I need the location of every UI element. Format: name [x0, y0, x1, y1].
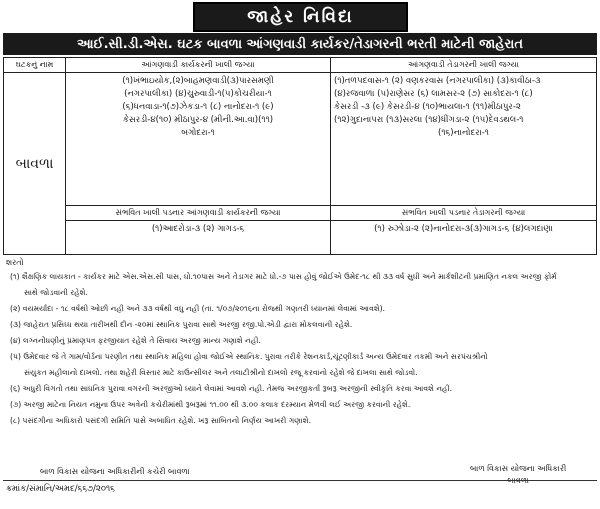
vacancy-row	[4, 73, 597, 206]
list-item: કેસરડી -૩ (૯) કેસરડી-૪ (૧૦)ભાયલા-૧ (૧૧)મીઠાપુર-૨	[334, 102, 521, 112]
condition-item: સંયુકત મહીલાનો દાખલો. તથા શહેરી વિસ્તાર માટે કાઉન્સીલર અને તલાટીશ્રીનો દાખલો રજૂ કરવાનો રહેશે જે દાખલા સાથે જોડવો.	[24, 368, 418, 377]
signature-block	[470, 463, 566, 487]
signer-place: બાવળા	[507, 476, 529, 485]
list-item: (૬)ધનવાડા-૧(૭)ઝેકડા-૧ (૮) નાનોદરા-૧ (૯)	[122, 102, 274, 112]
condition-item: (૨) વયમર્યાદા - ૧૮ વર્ષથી ઓછી નહી અને ૩૩ વર્ષથી વધુ નહી (તા. ૧/૦૭/૨૦૧૬ના રોજથી ગણતરી ધ્યાનમાં લેવામાં આવશે).	[10, 304, 386, 313]
condition-item: સાથે જોડવાની રહેશે.	[24, 288, 88, 297]
condition-item: (૩) જાહેરાત પ્રસિધ્ધ થયા તારીખથી દીન -૨૦માં સ્થાનિક પુરાવા સાથે અરજી રજી.પો.એડી દ્વારા મોકલવાની રહેશે.	[10, 320, 353, 329]
col-helper-header: આંગણવાડી તેડાગરની ખાલી જગ્યા	[331, 58, 597, 73]
possible-helper-header: સંભવિત ખાલી પડનાર તેડાગરની જગ્યા	[331, 205, 597, 220]
possible-row	[4, 220, 597, 254]
possible-worker-list: (૧)આદરોડા-૩ (૨) ગાગડ-૬	[66, 220, 331, 254]
condition-item: (૪) લગ્નનોંધણીનું પ્રમાણપત્ર ફરજીયાત રહેશે તે સિવાય અરજી માન્ય ગણાશે નહી.	[10, 336, 261, 345]
list-item: (૧૬)નાનોદરા-૧	[438, 128, 489, 138]
col-worker-header: આંગણવાડી કાર્યકરની ખાલી જગ્યા	[66, 58, 331, 73]
table-header-row	[4, 58, 597, 73]
vacancy-table	[3, 57, 597, 255]
reference-number: ક્રમાંક/સંમાનિ/અમદ/૬૬૭/૨૦૧૬	[6, 484, 115, 494]
notice-title: જાહેર નિવિદા	[193, 2, 408, 32]
footer-divider	[3, 480, 597, 481]
list-item: (૪)રજવાળા (૫)રાણેસર (૬) લામસર-૨ (૭) સાકોદરા-૧ (૮)	[334, 89, 533, 99]
condition-item: (૮) પસંદગીના અધિકારો પસંદગી સમિતિ પાસે અબાધિત રહેશે. ખરૂ સાબિતનો નિર્ણય આખરી ગણાશે.	[10, 416, 311, 425]
condition-item: (૫) ઉમેદવાર જે તે ગામ/વોર્ડના પરણીત તથા સ્થાનિક મહિલા હોવા જોઈએ સ્થાનિક. પુરાવા તરીકે રેશનકાર્ડ,ચૂંટણીકાર્ડ અન્ય ઉમેદવાર તકમી અને સરપંચશ્રીનો	[10, 352, 488, 361]
possible-helper-list: (૧) રુઝોડા-૨ (૨)નાનોદરા-૩(૩)ગાગડ-૬ (૪)લગદાણા	[331, 220, 597, 254]
condition-item: (૭) અરજી માટેના નિયત નમુના ઉપર અત્રેની કચેરીમાંથી રૂબરૂમાં ૧૧.૦૦ થી ૩.૦૦ કલાક દરમ્યાન મેળવી લઈ અરજી કરવાની રહેશે.	[10, 400, 411, 409]
signer-title: બાળ વિકાસ યોજના અધિકારી	[470, 464, 567, 473]
list-item: કેસરડી-૪(૧૦) મીઠાપુર-૪ (મીની.આ.વા)(૧૧)	[122, 115, 274, 125]
worker-vacancy-list	[66, 73, 331, 206]
possible-head-row	[4, 205, 597, 220]
issuing-office: બાળ વિકાસ યોજના અધિકારીની કચેરી બાવળા	[40, 467, 190, 476]
notice-subtitle: આઈ.સી.ડી.એસ. ઘટક બાવળા આંગણવાડી કાર્યકર/તેડાગરની ભરતી માટેની જાહેરાત	[3, 33, 597, 55]
conditions-list	[10, 270, 590, 430]
conditions-title: શરતો	[6, 258, 24, 267]
helper-vacancy-list	[331, 73, 597, 206]
possible-worker-header: સંભવિત ખાલી પડનાર આંગણવાડી કાર્યકરની જગ્યા	[66, 205, 331, 220]
district-cell: બાવળા	[4, 73, 66, 255]
list-item: (૧૨)ગુદાનાપરા (૧૩)સરલા (૧૪)ધીંગડા-૨ (૧૫)દેવડથલ-૧	[334, 115, 524, 125]
list-item: બગોદરા-૧	[181, 128, 215, 138]
list-item: (૧)ખંભાઇયોક,(૨)બાહમણવાડી(૩)પારસમણી	[122, 76, 274, 86]
condition-item: (૧) શૈક્ષણિક લાયકાત - કાર્યકર માટે એસ.એસ.સી પાસ, ધો.૧૦પાસ અને તેડાગર માટે ધો.-૭ પાસ હોવું જોઈએ ઉમેદ-૧૮ થી ૩૩ વર્ષ સુધી અને માર્કશીટની પ્રમાણિત નકલ અરજી ફોર્મ	[10, 272, 557, 281]
list-item: (૧)તળપદવાસ-૧ (૨) વણકરવાસ (નગરપાલીકા) (૩)કાવીઠા-૩	[334, 76, 541, 86]
condition-item: (૬) અધુરી વિગતો તથા સાધનિક પુરાવા વગરની અરજીઓ ધ્યાને લેવામાં આવશે નહી. તેમજ અરજીકર્તા રૂબરૂ અરજીની સ્વીકૃતિ કરવા આવશે નહી.	[10, 384, 453, 393]
col-unit-header: ઘટકનું નામ	[4, 58, 66, 73]
list-item: (નગરપાલીકા) (૪)ચુરુવાડી-૧(૫)કોચરીયા-૧	[124, 89, 272, 99]
